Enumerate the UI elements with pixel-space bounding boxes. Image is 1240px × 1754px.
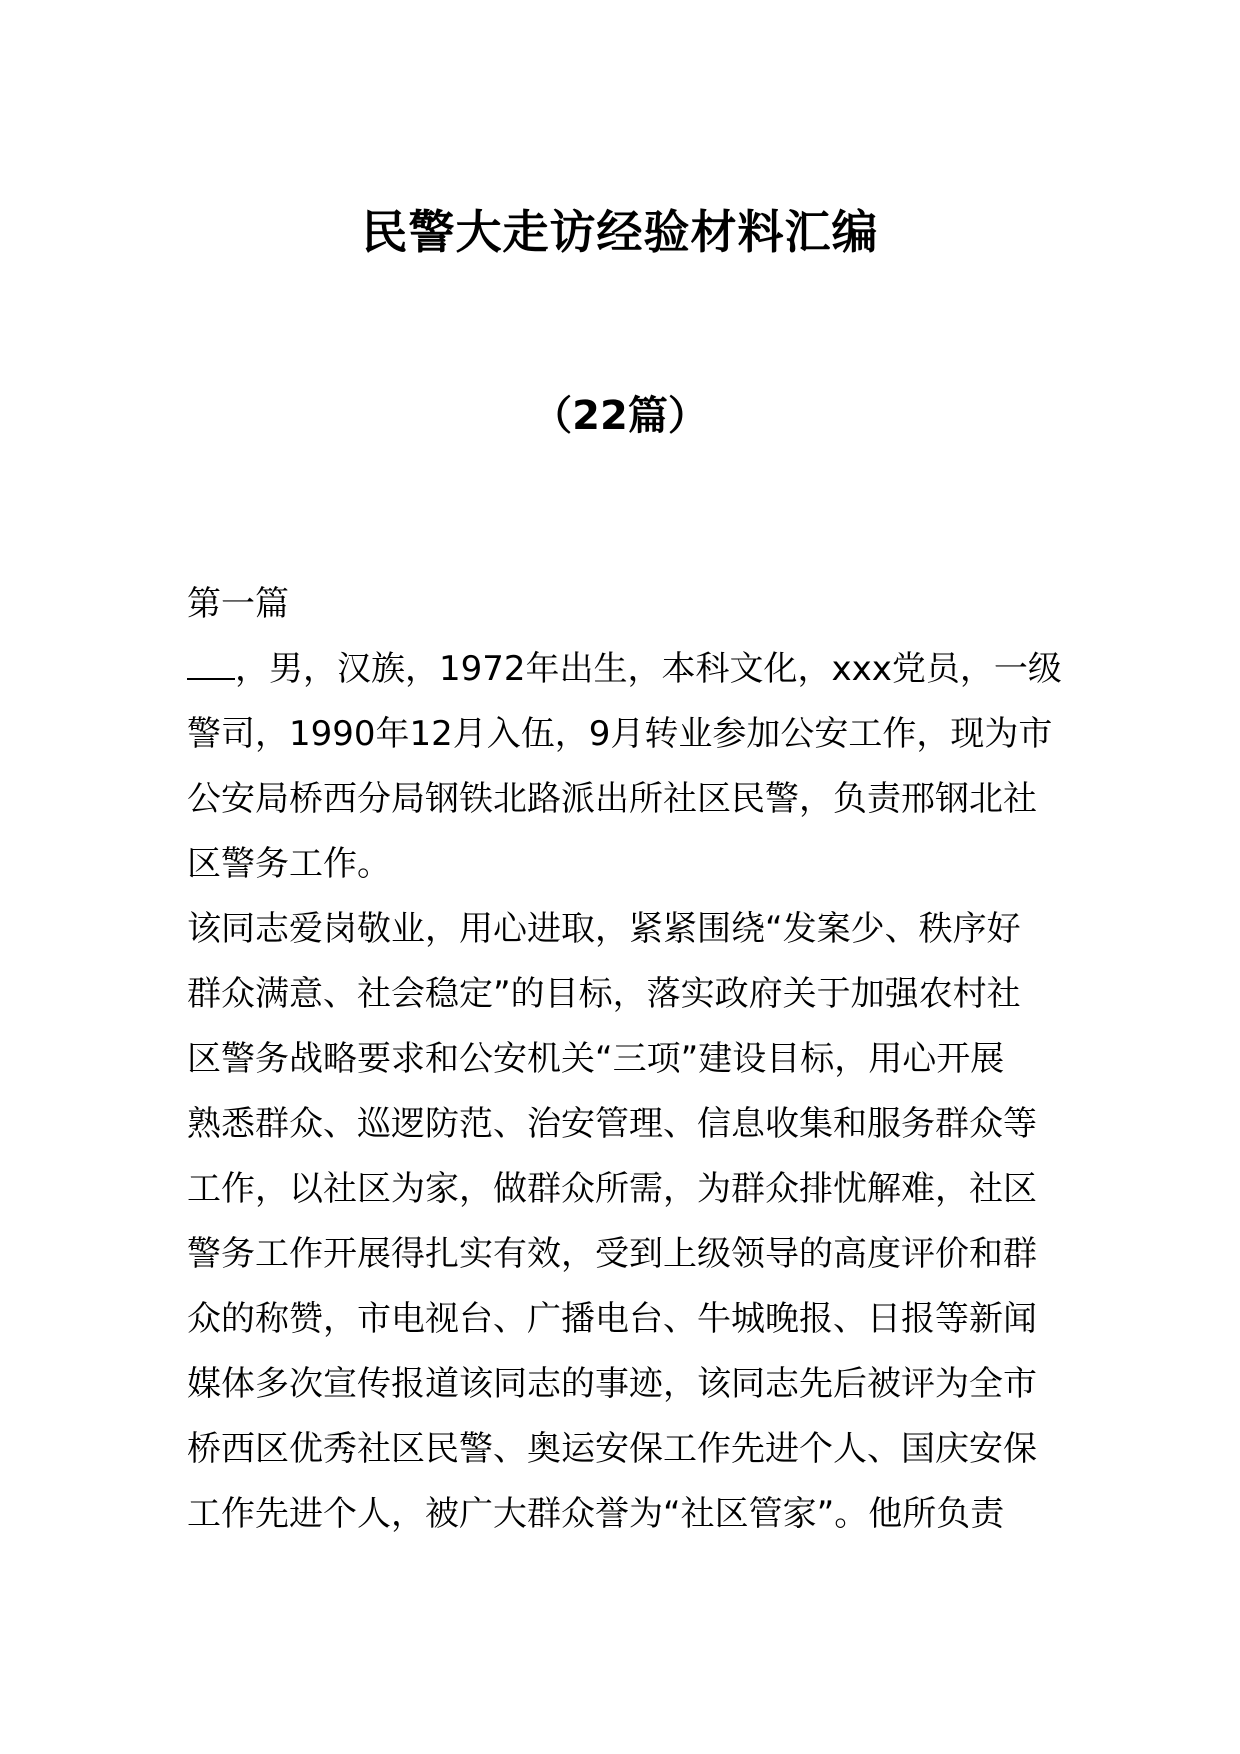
- paragraph-2-line: 工作，以社区为家，做群众所需，为群众排忧解难，社区: [187, 1169, 1037, 1209]
- paragraph-1-line-1-text: ，男，汉族，1972年出生，本科文化，xxx党员，一级: [235, 649, 1062, 689]
- paragraph-1-line-4: 区警务工作。: [187, 844, 391, 884]
- paragraph-1-line-2: 警司，1990年12月入伍，9月转业参加公安工作，现为市: [187, 714, 1053, 754]
- paragraph-1: [187, 637, 1062, 897]
- document-body: [187, 572, 1062, 1547]
- paragraph-2-line: 工作先进个人，被广大群众誉为“社区管家”。他所负责: [187, 1494, 1005, 1534]
- paragraph-2-line: 桥西区优秀社区民警、奥运安保工作先进个人、国庆安保: [187, 1429, 1037, 1469]
- document-subtitle: （22篇）: [532, 393, 708, 439]
- name-blank: [187, 650, 235, 680]
- paragraph-2-line: 众的称赞，市电视台、广播电台、牛城晚报、日报等新闻: [187, 1299, 1037, 1339]
- paragraph-2-line: 熟悉群众、巡逻防范、治安管理、信息收集和服务群众等: [187, 1104, 1037, 1144]
- paragraph-1-line-1: [187, 637, 1062, 702]
- paragraph-2-line: 群众满意、社会稳定”的目标，落实政府关于加强农村社: [187, 974, 1021, 1014]
- section-heading: 第一篇: [187, 584, 289, 624]
- paragraph-2-line: 该同志爱岗敬业，用心进取，紧紧围绕“发案少、秩序好: [187, 909, 1021, 949]
- paragraph-2-line: 媒体多次宣传报道该同志的事迹，该同志先后被评为全市: [187, 1364, 1037, 1404]
- document-title: 民警大走访经验材料汇编: [361, 205, 879, 259]
- paragraph-2-line: 区警务战略要求和公安机关“三项”建设目标，用心开展: [187, 1039, 1005, 1079]
- paragraph-2-line: 警务工作开展得扎实有效，受到上级领导的高度评价和群: [187, 1234, 1037, 1274]
- paragraph-1-line-3: 公安局桥西分局钢铁北路派出所社区民警，负责邢钢北社: [187, 779, 1037, 819]
- paragraph-2: [187, 897, 1053, 1547]
